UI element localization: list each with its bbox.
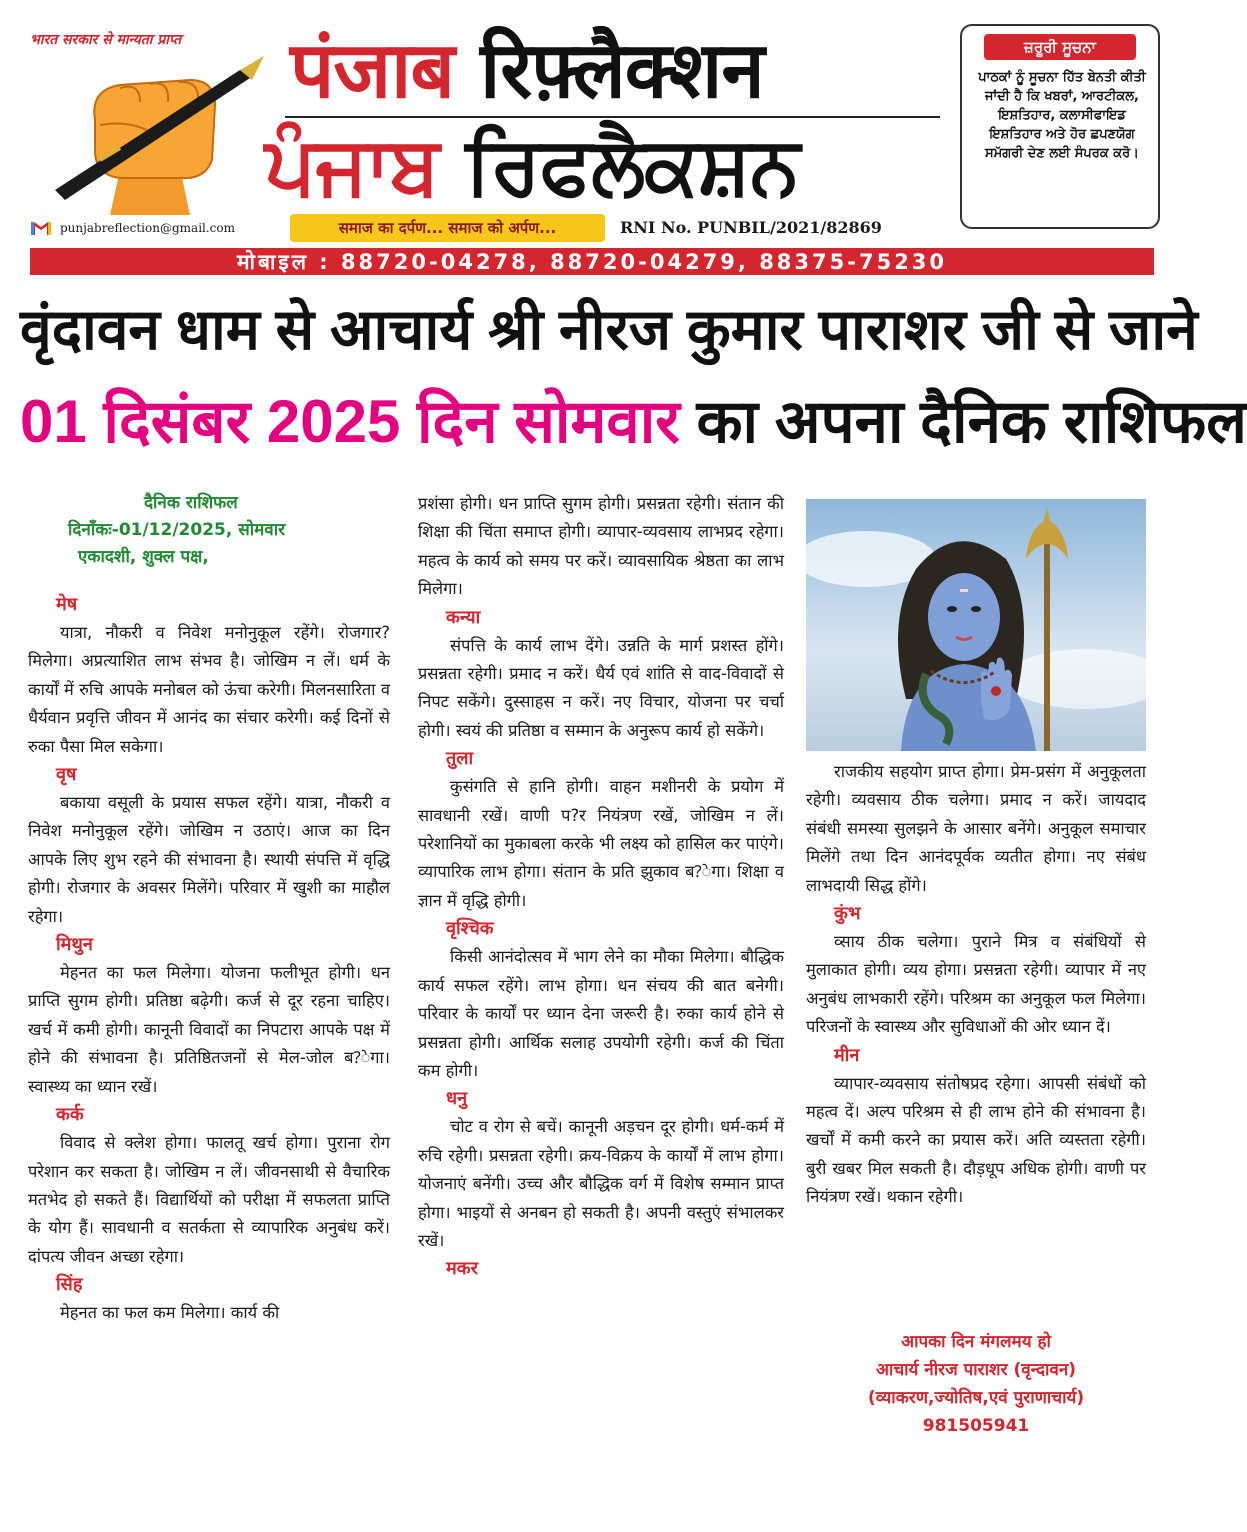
sign-heading-vrish: वृष — [56, 764, 77, 786]
title-hindi-black: रिफ़्लैक्शन — [480, 26, 764, 116]
sign-heading-kark: कर्क — [56, 1104, 84, 1126]
sign-text-vrish: बकाया वसूली के प्रयास सफल रहेंगे। यात्रा, नौकरी व निवेश मनोनुकूल रहेंगे। जोखिम न उठाएं। आज का दिन आपके लिए शुभ रहने की संभावना है। स्थायी संपत्ति में वृद्धि होगी। रोजगार के अवसर मिलेंगे। परिवार में खुशी का माहौल रहेगा। — [28, 793, 390, 926]
sign-heading-kanya: कन्या — [446, 606, 481, 628]
title-divider — [285, 116, 940, 118]
lord-shiva-image — [806, 499, 1146, 751]
tagline: समाज का दर्पण... समाज को अर्पण... — [290, 214, 605, 242]
sign-heading-mithun: मिथुन — [56, 934, 93, 956]
sign-text-meen: व्यापार-व्यवसाय संतोषप्रद रहेगा। आपसी संबंधों को महत्व दें। अल्प परिश्रम से ही लाभ होने की संभावना है। खर्चों में कमी करने का प्रयास करें। अति व्यस्तता रहेगी। बुरी खबर मिल सकती है। दौड़धूप अधिक होगी। वाणी पर नियंत्रण रखें। थकान रहेगी। — [806, 1073, 1146, 1207]
email-row — [30, 220, 235, 236]
sign-heading-dhanu: धनु — [446, 1088, 468, 1110]
sign-text-tula: कुसंगति से हानि होगी। वाहन मशीनरी के प्रयोग में सावधानी रखें। वाणी प?र नियंत्रण रखें, जोखिम न लें। परेशानियों का मुकाबला करके भी लक्ष्य को हासिल कर पाएंगे। व्यापारिक लाभ होगा। संतान के प्रति झुकाव ब?ेगा। शिक्षा व ज्ञान में वृद्धि होगी। — [418, 777, 784, 910]
headline-line-2 — [20, 380, 1247, 464]
intro-tithi: एकादशी, शुक्ल पक्ष, — [78, 547, 209, 567]
sign-heading-kumbh: कुंभ — [834, 903, 861, 925]
column-2 — [418, 490, 784, 1283]
sign-heading-mesh: मेष — [56, 594, 78, 615]
column-1 — [28, 490, 390, 1328]
notice-header: ਜ਼ਰੂਰੀ ਸੂਚਨਾ — [984, 34, 1136, 60]
intro-block — [28, 490, 390, 571]
closing-author: आचार्य नीरज पाराशर (वृन्दावन) — [875, 1360, 1077, 1380]
recognition-text: भारत सरकार से मान्यता प्राप्त — [30, 32, 182, 48]
intro-date: दिनाँकः-01/12/2025, सोमवार — [68, 520, 286, 540]
notice-text: ਪਾਠਕਾਂ ਨੂੰ ਸੂਚਨਾ ਹਿੱਤ ਬੇਨਤੀ ਕੀਤੀ ਜਾਂਦੀ ਹੈ ਕਿ ਖਬਰਾਂ, ਆਰਟੀਕਲ, ਇਸ਼ਤਿਹਾਰ, ਕਲਾਸੀਫਾਇਡ ਇਸ਼ਤਿਹਾਰ ਅਤੇ ਹੋਰ ਛਪਣਯੋਗ ਸਮੱਗਰੀ ਦੇਣ ਲਈ ਸੰਪਰਕ ਕਰੋ। — [978, 70, 1146, 161]
title-punjabi-red: ਪੰਜਾਬ — [265, 119, 439, 212]
sign-heading-vrishchik: वृश्चिक — [446, 918, 494, 940]
sign-text-mesh: यात्रा, नौकरी व निवेश मनोनुकूल रहेंगे। रोजगार? मिलेगा। अप्रत्याशित लाभ संभव है। जोखिम न लें। धर्म के कार्यों में रुचि आपके मनोबल को ऊंचा करेगी। मिलनसारिता व धैर्यवान प्रवृत्ति जीवन में आनंद का संचार करेगी। कई दिनों से रुका पैसा मिल सकेगा। — [28, 623, 390, 756]
headline-date: 01 दिसंबर 2025 दिन सोमवार — [20, 388, 680, 455]
sign-text-kark: विवाद से क्लेश होगा। फालतू खर्च होगा। पुराना रोग परेशान कर सकता है। जोखिम न लें। जीवनसाथी से वैचारिक मतभेद हो सकते हैं। विद्यार्थियों को परीक्षा में सफलता प्राप्ति के योग हैं। सावधानी व सतर्कता से व्यापारिक अनुबंध करें। दांपत्य जीवन अच्छा रहेगा। — [28, 1133, 390, 1266]
title-hindi — [290, 28, 764, 114]
closing-credentials: (व्याकरण,ज्योतिष,एवं पुराणाचार्य) — [867, 1388, 1085, 1408]
intro-title: दैनिक राशिफल — [144, 493, 238, 513]
gmail-icon — [30, 220, 52, 236]
sign-heading-tula: तुला — [446, 748, 474, 770]
rni-number: RNI No. PUNBIL/2021/82869 — [620, 218, 882, 237]
closing-signature — [806, 1328, 1146, 1440]
sign-text-singh-start: मेहनत का फल कम मिलेगा। कार्य की — [60, 1303, 280, 1323]
headline-rest: का अपना दैनिक राशिफल — [679, 388, 1247, 455]
fist-pen-logo — [40, 50, 270, 215]
sign-text-vrishchik: किसी आनंदोत्सव में भाग लेने का मौका मिलेगा। बौद्धिक कार्य सफल रहेंगे। लाभ होगा। धन संचय की बात बनेगी। परिवार के कार्यों पर ध्यान देना जरूरी है। रुका कार्य होने से प्रसन्नता होगी। आर्थिक सलाह उपयोगी रहेगी। कर्ज की चिंता कम होगी। — [418, 947, 784, 1080]
masthead — [0, 0, 1184, 245]
sign-text-kumbh: व्साय ठीक चलेगा। पुराने मित्र व संबंधियों से मुलाकात होगी। व्यय होगा। प्रसन्नता रहेगी। व्यापार में नए अनुबंध लाभकारी रहेंगे। परिश्रम का अनुकूल फल मिलेगा। परिजनों के स्वास्थ्य और सुविधाओं की ओर ध्यान दें। — [806, 932, 1146, 1037]
sign-text-makar: राजकीय सहयोग प्राप्त होगा। प्रेम-प्रसंग में अनुकूलता रहेगी। व्यवसाय ठीक चलेगा। प्रमाद न करें। जायदाद संबंधी समस्या सुलझने के आसार बनेंगे। अनुकूल समाचार मिलेंगे तथा दिन आनंदपूर्वक व्यतीत होगा। नए संबंध लाभदायी सिद्ध होंगे। — [806, 762, 1146, 895]
title-punjabi-black: ਰਿਫਲੈਕਸ਼ਨ — [465, 119, 800, 212]
important-notice-box — [960, 24, 1160, 229]
title-punjabi — [265, 119, 800, 212]
email-address[interactable]: punjabreflection@gmail.com — [60, 221, 236, 235]
column-3 — [806, 758, 1146, 1212]
sign-heading-meen: मीन — [834, 1044, 860, 1066]
closing-greeting: आपका दिन मंगलमय हो — [901, 1332, 1051, 1352]
sign-heading-singh: सिंह — [56, 1274, 83, 1296]
sign-heading-makar: मकर — [446, 1258, 478, 1280]
closing-phone: 981505941 — [922, 1416, 1030, 1436]
sign-text-mithun: मेहनत का फल मिलेगा। योजना फलीभूत होगी। धन प्राप्ति सुगम होगी। प्रतिष्ठा बढ़ेगी। कर्ज से दूर रहना चाहिए। खर्च में कमी होगी। कानूनी विवादों का निपटारा आपके पक्ष में होने की संभावना है। प्रतिष्ठितजनों से मेल-जोल ब?ेगा। स्वास्थ्य का ध्यान रखें। — [28, 963, 390, 1096]
sign-text-kanya: संपत्ति के कार्य लाभ देंगे। उन्नति के मार्ग प्रशस्त होंगे। प्रसन्नता रहेगी। प्रमाद न करें। धैर्य एवं शांति से वाद-विवादों से निपट सकेंगे। दुस्साहस न करें। नए विचार, योजना पर चर्चा होगी। स्वयं की प्रतिष्ठा व सम्मान के अनुरूप कार्य हो सकेंगे। — [418, 635, 784, 740]
sign-text-dhanu: चोट व रोग से बचें। कानूनी अड़चन दूर होगी। धर्म-कर्म में रुचि रहेगी। प्रसन्नता रहेगी। क्रय-विक्रय के कार्यों में लाभ होगा। योजनाएं बनेंगी। उच्च और बौद्धिक वर्ग में विशेष सम्मान प्राप्त होगा। भाइयों से अनबन हो सकती है। अपनी वस्तुएं संभालकर रखें। — [418, 1117, 784, 1250]
mobile-numbers-bar: मोबाइल : 88720-04278, 88720-04279, 88375-75230 — [30, 248, 1154, 275]
sign-text-singh-cont: प्रशंसा होगी। धन प्राप्ति सुगम होगी। प्रसन्नता रहेगी। संतान की शिक्षा की चिंता समाप्त होगी। व्यापार-व्यवसाय लाभप्रद रहेगा। महत्व के कार्य को समय पर करें। व्यावसायिक श्रेष्ठता का लाभ मिलेगा। — [418, 494, 784, 599]
title-hindi-red: पंजाब — [290, 26, 454, 116]
headline-line-1: वृंदावन धाम से आचार्य श्री नीरज कुमार पाराशर जी से जाने — [20, 298, 1198, 362]
spacer — [28, 571, 390, 591]
